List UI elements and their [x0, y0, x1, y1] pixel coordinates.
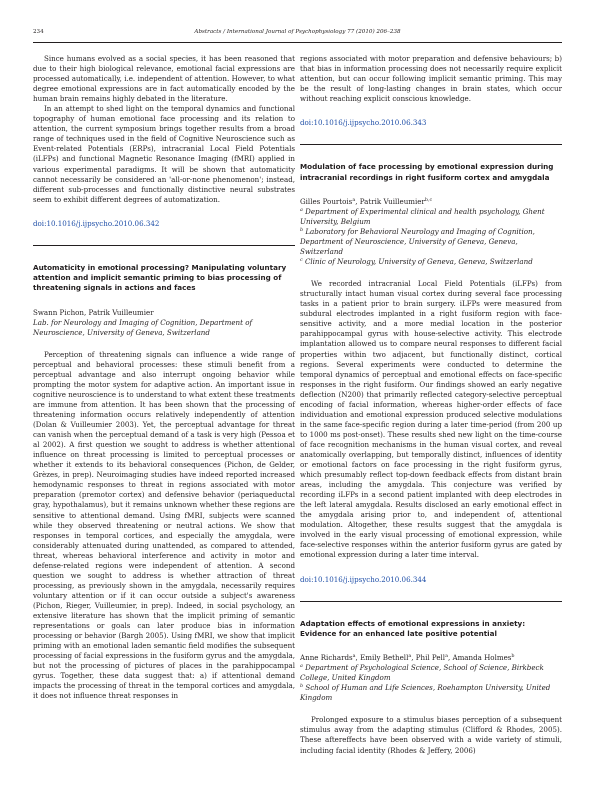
doi-link[interactable]: doi:10.1016/j.ijpsycho.2010.06.344: [300, 574, 427, 584]
affiliation-marker: a: [300, 207, 303, 213]
page-number: 234: [33, 29, 44, 35]
affiliation: [300, 257, 562, 267]
affiliation-text: School of Human and Life Sciences, Roehampton University, United Kingdom: [300, 683, 551, 703]
affiliation-marker: c: [300, 258, 303, 264]
affiliation-list: [300, 663, 562, 703]
abstract-body: Perception of threatening signals can influence a wide range of perceptual and behavioral processes: these stimuli benefit from a perceptual advantage and also interrupt ongoing behavior while prompting the motor system for adaptive action. An important issue in cognitive neuroscience is to understand to what extent these treatments are immune from attention. It has been shown that the processing of threatening information occurs relatively independently of attention (Dolan & Vuilleumier 2003). Yet, the perceptual advantage for threat can vanish when the perceptual demand of a task is very high (Pessoa et al 2002). A first question we sought to address is whether attentional influence on threat processing is limited to perceptual processes or whether it extends to its behavioral consequences (Pichon, de Gelder, Grèzes, in prep). Neuroimaging studies have indeed reported increased hemodynamic responses to threat in regions associated with motor preparation (premotor cortex) and defensive behavior (periaqueductal gray, hypothalamus), but it remains unknown whether these regions are sensitive to attentional demand. Using fMRI, subjects were scanned while they observed threatening or neutral actions. We show that responses in temporal cortices, and especially the amygdala, were considerably attenuated during unattended, as compared to attended, threat, whereas behavioral interference and activity in motor and defense-related regions were independent of attention. A second question we sought to address is whether attraction of threat processing, as previously shown in the amygdala, necessarily requires voluntary attention or if it can occur outside a subject's awareness (Pichon, Rieger, Vuilleumier, in prep). Indeed, in social psychology, an extensive literature has shown that the implicit priming of semantic representations or goals can later produce bias in information processing or behavior (Bargh 2005). Using fMRI, we show that implicit priming with an emotional laden semantic field modifies the subsequent processing of facial expressions in the fusiform gyrus and the amygdala, but not the processing of pictures of places in the parahippocampal gyrus. Together, these data suggest that: a) if attentional demand impacts the processing of threat in the temporal cortices and amygdala, it does not influence threat responses in: [33, 349, 295, 701]
affiliation-text: Department of Experimental clinical and health psychology, Ghent University, Belgium: [300, 206, 545, 226]
doi-link[interactable]: doi:10.1016/j.ijpsycho.2010.06.343: [300, 118, 427, 128]
doi-line: [300, 575, 562, 585]
author-name: Patrik Vuilleumier: [359, 196, 425, 206]
affiliation-marker: b: [300, 228, 304, 234]
affiliation-marker: a: [445, 654, 448, 660]
intro-paragraph-2: In an attempt to shed light on the temporal dynamics and functional topography of human emotional face processing and its relation to attention, the current symposium brings together results from a broad range of techniques used in the field of Cognitive Neuroscience such as Event-related Potentials (ERPs), intracranial Local Field Potentials (iLFPs) and functional Magnetic Resonance Imaging (fMRI) applied in various experimental paradigms. It will be shown that automaticity cannot necessarily be considered an 'all-or-none phenomenon'; instead, different sub-processes and functionally distinctive neural substrates seem to exhibit different degrees of automatization.: [33, 104, 295, 204]
author-separator: ,: [355, 196, 360, 206]
abstract-title: Automaticity in emotional processing? Manipulating voluntary attention and implicit semantic priming to bias processing of threatening signals in actions and faces: [33, 262, 287, 293]
author-separator: ,: [411, 653, 416, 663]
affiliation-text: Department of Psychological Science, School of Science, Birkbeck College, United Kingdom: [300, 663, 544, 683]
abstract-title: Adaptation effects of emotional expressions in anxiety: Evidence for an enhanced late positive potential: [300, 618, 526, 638]
doi-link[interactable]: doi:10.1016/j.ijpsycho.2010.06.342: [33, 218, 160, 228]
affiliation-marker: a: [408, 654, 412, 660]
intro-paragraph-1: Since humans evolved as a social species, it has been reasoned that due to their high biological relevance, emotional facial expressions are processed automatically, i.e. independent of attention. However, to what degree emotional expressions are in fact automatically encoded by the human brain remains highly debated in the literature.: [33, 54, 295, 104]
author-separator: ,: [355, 653, 361, 663]
journal-citation: Abstracts / International Journal of Psychophysiology 77 (2010) 206–238: [194, 29, 401, 35]
affiliation: [300, 663, 562, 683]
abstract-separator: [33, 245, 295, 246]
author-name: Emily Bethell: [360, 653, 409, 663]
author-list: [300, 197, 562, 207]
author-list: Swann Pichon, Patrik Vuilleumier: [33, 307, 154, 317]
affiliation-marker: a: [352, 654, 356, 660]
affiliation: [300, 227, 562, 257]
header-rule: [33, 42, 562, 43]
doi-line: [300, 118, 562, 128]
author-separator: ,: [447, 653, 453, 663]
affiliation: [300, 683, 562, 703]
abstract-body-continued: regions associated with motor preparation and defensive behaviours; b) that bias in information processing does not necessarily require explicit attention, but can occur following implicit semantic priming. This may be the result of long-lasting changes in brain states, which occur without reaching explicit conscious knowledge.: [300, 54, 562, 104]
left-column: [33, 54, 295, 701]
affiliation-list: [300, 207, 562, 267]
affiliation: Lab. for Neurology and Imaging of Cognition, Department of Neuroscience, University of Geneva, Switzerland: [33, 317, 253, 337]
author-name: Phil Pell: [415, 653, 446, 663]
affiliation-marker: b: [300, 684, 304, 690]
abstract-separator: [300, 144, 562, 145]
abstract-separator: [300, 601, 562, 602]
affiliation-text: Laboratory for Behavioral Neurology and Imaging of Cognition, Department of Neuroscience, University of Geneva, Geneva, Switzerland: [300, 227, 535, 257]
right-column: [300, 54, 562, 756]
abstract-title: Modulation of face processing by emotional expression during intracranial recordings in right fusiform cortex and amygdala: [300, 162, 554, 182]
author-list: [300, 653, 562, 663]
running-header: [33, 29, 562, 43]
author-name: Amanda Holmes: [452, 653, 512, 663]
affiliation: [300, 207, 562, 227]
affiliation-marker: b: [511, 654, 515, 660]
doi-line: [33, 219, 295, 229]
affiliation-text: Clinic of Neurology, University of Geneva, Geneva, Switzerland: [304, 257, 533, 267]
affiliation-marker: b,c: [424, 197, 433, 203]
author-name: Gilles Pourtois: [300, 196, 353, 206]
affiliation-marker: a: [352, 197, 356, 203]
abstract-body: We recorded intracranial Local Field Potentials (iLFPs) from structurally intact human visual cortex during several face processing tasks in a patient prior to brain surgery. iLFPs were measured from subdural electrodes implanted in a right fusiform region with face-sensitive activity, and a more medial location in the posterior parahippocampal gyrus with house-selective activity. This electrode implantation allowed us to compare neural responses to different facial properties within two adjacent, but functionally distinct, cortical regions. Several experiments were conducted to determine the temporal dynamics of perceptual and emotional effects on face-specific responses in the right fusiform. Our findings showed an early negative deflection (N200) that primarily reflected category-selective perceptual encoding of facial information, whereas higher-order effects of face individuation and emotional expression produced selective modulations in the same face-specific region during a later time-period (from 200 up to 1000 ms post-onset). These results shed new light on the time-course of face recognition mechanisms in the human visual cortex, and reveal anatomically overlapping, but temporally distinct, influences of identity or emotional factors on face processing in the right fusiform gyrus, which presumably reflect top-down feedback effects from distant brain areas, including the amygdala. This conjecture was verified by recording iLFPs in a second patient implanted with deep electrodes in the left lateral amygdala. Results disclosed an early emotional effect in the amygdala arising prior to, and independent of, attentional modulation. Altogether, these results suggest that the amygdala is involved in the early visual processing of emotional expression, while face-selective responses within the anterior fusiform gyrus are gated by emotional expression during a later time interval.: [300, 279, 562, 560]
author-name: Anne Richards: [300, 653, 353, 663]
affiliation-marker: a: [300, 664, 303, 670]
abstract-body: Prolonged exposure to a stimulus biases perception of a subsequent stimulus away from the adapting stimulus (Clifford & Rhodes, 2005). These aftereffects have been observed with a wide variety of stimuli, including facial identity (Rhodes & Jeffery, 2006): [300, 715, 562, 755]
